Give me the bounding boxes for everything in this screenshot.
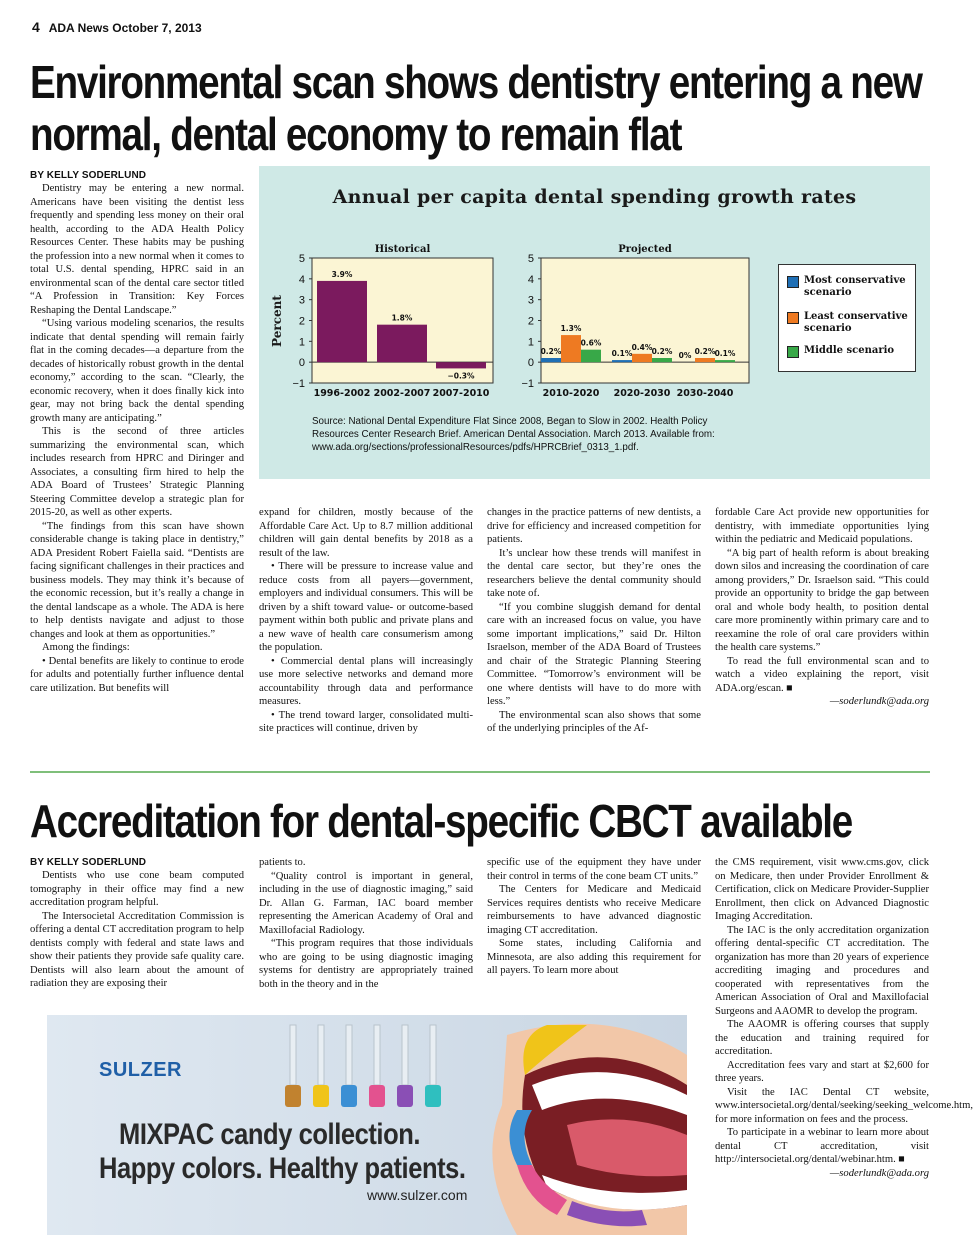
- article1-column-2: [259, 506, 473, 738]
- chart-title: Annual per capita dental spending growth rates: [332, 186, 857, 208]
- y-axis-label: Percent: [270, 295, 284, 347]
- smile-image: [492, 1024, 687, 1235]
- ad-tagline: Happy colors. Healthy patients.: [99, 1152, 466, 1185]
- y-tick-label: 0: [298, 357, 305, 370]
- paragraph: fordable Care Act provide new opportunities for dentistry, with immediate opportunities lying within the pediatric and Medicaid populations.: [715, 507, 929, 545]
- paragraph: • There will be pressure to increase value and reduce costs from all payers—government, employers and individual consumers. This will be driven by a shift toward value- or outcome-based payment within both public and private plans and a new wave of health care consumerism among the population.: [259, 561, 473, 653]
- article2-signature: —soderlundk@ada.org: [829, 1167, 929, 1179]
- article2-column-2: [259, 856, 473, 996]
- x-tick-label: 2020-2030: [613, 388, 671, 399]
- paragraph: “Quality control is important in general, including in the use of diagnostic imaging,” said Dr. Allan G. Farman, IAC board member representing the American Academy of Oral and Maxillofacial Radiology.: [259, 870, 473, 936]
- paragraph: This is the second of three articles summarizing the environmental scan, which includes research from HPRC and Diringer and Associates, a consulting firm hired to help the ADA Board of Trustees’ Strategic Planning Steering Committee develop a strategic plan for 2015-20, as well as other experts.: [30, 426, 244, 518]
- paragraph: “The findings from this scan have shown considerable change is taking place in dentistry,” ADA President Robert Faiella said. “Dentists are facing significant challenges in their practices and business models. They may think it’s because of the economic recession, but it’s really a change in the dental landscape as a whole. The ADA is here to help dentists navigate and adjust to those changes and look at them as opportunities.”: [30, 520, 244, 640]
- paragraph: Visit the IAC Dental CT website, www.intersocietal.org/dental/seeking/seeking_welcome.htm, for more information on fees and the process.: [715, 1086, 973, 1125]
- paragraph: Accreditation fees vary and start at $2,600 for three years.: [715, 1059, 929, 1084]
- panel-title: Historical: [374, 244, 431, 255]
- x-tick-label: 2007-2010: [432, 388, 490, 399]
- paragraph: “If you combine sluggish demand for dental care with an increased focus on value, you have some important implications,” said Dr. Hilton Israelson, member of the ADA Board of Trustees and chair of the Strategic Planning Steering Committee. “Tomorrow’s environment will be one where dentists will have to do more with less.”: [487, 601, 701, 707]
- data-label: 1.8%: [391, 313, 413, 323]
- legend-label: Least conservative scenario: [804, 311, 908, 334]
- chart-source: Source: National Dental Expenditure Flat Since 2008, Began to Slow in 2002. Health Policy Resources Center Research Brief. American Dental Association. March 2013. Available from: www.ada.org/sections/professionalResources/pdfs/HPRCBrief_0313_1.pdf.: [312, 416, 715, 453]
- data-label: 1.3%: [560, 324, 582, 334]
- bar: [632, 354, 652, 362]
- y-tick-label: 0: [527, 357, 534, 370]
- chart-legend: [778, 264, 916, 372]
- article2-byline: BY KELLY SODERLUND: [30, 857, 147, 868]
- plot-area: [541, 258, 749, 383]
- paragraph: To read the full environmental scan and to watch a video explaining the report, visit ADA.org/escan. ■: [715, 655, 929, 694]
- article1-column-1: [30, 182, 244, 738]
- y-tick-label: 3: [298, 294, 305, 307]
- ad-url-link[interactable]: www.sulzer.com: [367, 1187, 468, 1203]
- legend-label: Most conservative scenario: [804, 275, 906, 298]
- paragraph: “A big part of health reform is about breaking down silos and increasing the coordination of care among providers,” Dr. Israelson said. “This could provide an opportunity to bridge the gap between oral and whole body health, to position dental care more prominently within primary care and to reexamine the role of oral care providers within the health care systems.”: [715, 547, 929, 653]
- x-tick-label: 2002-2007: [373, 388, 431, 399]
- paragraph: It’s unclear how these trends will manifest in the dental care sector, but they’re ones the researchers believe the dental community should take note of.: [487, 547, 701, 599]
- data-label: 0.2%: [540, 347, 562, 356]
- paragraph: The AAOMR is offering courses that supply the education and training required for accreditation.: [715, 1019, 929, 1057]
- y-tick-label: 5: [527, 253, 534, 265]
- article1-headline: Environmental scan shows dentistry entering a new normal, dental economy to remain flat: [30, 56, 922, 160]
- data-label: 0.2%: [651, 347, 673, 356]
- paragraph: To participate in a webinar to learn more about dental CT accreditation, visit http://intersocietal.org/dental/webinar.htm. ■: [715, 1127, 929, 1165]
- bar: [652, 358, 672, 362]
- paragraph: the CMS requirement, visit www.cms.gov, click on Medicare, then under Provider Enrollment & Certification, click on Medicare Provider-Supplier Enrollment, then click on Advanced Diagnostic Imaging Accreditation.: [715, 857, 929, 922]
- y-tick-label: 3: [527, 294, 534, 307]
- article2-headline: Accreditation for dental-specific CBCT available: [30, 795, 853, 847]
- x-tick-label: 2010-2020: [542, 388, 600, 399]
- y-tick-label: −1: [521, 378, 534, 390]
- y-tick-label: 2: [298, 315, 305, 328]
- paragraph: changes in the practice patterns of new dentists, a drive for efficiency and increased competition for patients.: [487, 507, 701, 545]
- bar: [581, 350, 601, 363]
- paragraph: Among the findings:: [42, 642, 130, 653]
- chart-panel: [259, 166, 930, 479]
- paragraph: Some states, including California and Minnesota, are also adding this requirement for all payers. To learn more about: [487, 938, 701, 976]
- legend-label: Middle scenario: [804, 345, 895, 356]
- sulzer-logo: SULZER: [99, 1059, 182, 1081]
- paragraph: patients to.: [259, 857, 306, 868]
- paragraph: • Dental benefits are likely to continue to erode for adults and potentially further influence dental care utilization. But benefits will: [30, 655, 244, 694]
- bar: [317, 281, 367, 362]
- data-label: 0.4%: [631, 342, 653, 352]
- paragraph: specific use of the equipment they have under their control in terms of the cone beam CT units.”: [487, 857, 701, 882]
- y-tick-label: 2: [527, 315, 534, 328]
- panel-title: Projected: [618, 244, 672, 255]
- page-header: [32, 19, 202, 35]
- page-number: 4: [32, 19, 40, 35]
- legend-swatch: [787, 346, 799, 358]
- bar: [715, 360, 735, 362]
- ad-headline: MIXPAC candy collection.: [119, 1118, 421, 1151]
- data-label: 0%: [678, 351, 692, 361]
- bar: [541, 358, 561, 362]
- paragraph: expand for children, mostly because of the Affordable Care Act. Up to 8.7 million additional children will gain dental benefits by 2018 as a result of the law.: [259, 507, 473, 559]
- paragraph: The environmental scan also shows that some of the underlying principles of the Af-: [487, 709, 701, 734]
- sulzer-advertisement[interactable]: [47, 1015, 687, 1235]
- y-tick-label: 4: [298, 273, 305, 286]
- x-tick-label: 1996-2002: [313, 388, 371, 399]
- y-tick-label: 1: [527, 336, 534, 349]
- publication-date: ADA News October 7, 2013: [48, 21, 202, 35]
- bar: [695, 358, 715, 362]
- data-label: −0.3%: [447, 371, 475, 381]
- legend-swatch: [787, 312, 799, 324]
- article2-column-4: [715, 856, 973, 1237]
- data-label: 0.1%: [611, 349, 633, 359]
- y-tick-label: 4: [527, 273, 534, 286]
- bar: [561, 335, 581, 362]
- section-divider: [30, 771, 930, 773]
- y-tick-label: 1: [298, 336, 305, 349]
- paragraph: The Intersocietal Accreditation Commission is offering a dental CT accreditation program to help dentists comply with federal and state laws and show their patients they provide safe quality care. Dentists will also learn about the amount of radiation they are exposing their: [30, 910, 244, 989]
- paragraph: The IAC is the only accreditation organization offering dental-specific CT accreditation. The organization has more than 20 years of experience accrediting imaging and procedures and cooperated with representatives from the American Association of Oral and Maxillofacial Surgeons and AAOMR to develop the program.: [715, 924, 929, 1017]
- bar: [377, 325, 427, 363]
- bar: [436, 362, 486, 368]
- article2-column-3: [487, 856, 701, 996]
- paragraph: • Commercial dental plans will increasingly use more selective networks and demand more accountability through data and performance measures.: [259, 655, 473, 707]
- bar: [612, 360, 632, 362]
- paragraph: “This program requires that those individuals who are going to be using diagnostic imaging systems for dentistry are appropriately trained both in the theory and in the: [259, 938, 473, 990]
- article1-column-4: [715, 506, 929, 742]
- paragraph: The Centers for Medicare and Medicaid Services requires dentists who receive Medicare reimbursements to have advanced diagnostic imaging CT accreditation.: [487, 884, 701, 936]
- y-tick-label: 5: [298, 253, 305, 265]
- paragraph: “Using various modeling scenarios, the results indicate that dental spending will remain fairly flat in the coming decades—a departure from the decades of historically robust growth in the dental economy,” according to the scan. “Clearly, the economic recovery, when it does finally kick into gear, may not bring back the dental spending growth many are anticipating.”: [30, 318, 244, 424]
- paragraph: • The trend toward larger, consolidated multi-site practices will continue, driven by: [259, 709, 473, 734]
- paragraph: Dentistry may be entering a new normal. Americans have been visiting the dentist less frequently and spending less money on their oral health, according to the ADA Health Policy Resources Center. These habits may be pushing the profession into a new normal when it comes to total U.S. dental spending, HPRC said in an environmental scan of the dental care sector titled “A Profession in Transition: Key Forces Reshaping the Dental Landscape.”: [30, 183, 244, 316]
- y-tick-label: −1: [292, 378, 305, 390]
- data-label: 3.9%: [331, 269, 353, 279]
- data-label: 0.1%: [714, 349, 736, 359]
- paragraph: Dentists who use cone beam computed tomography in their office may find a new accreditation program helpful.: [30, 870, 244, 908]
- article1-byline: BY KELLY SODERLUND: [30, 170, 147, 181]
- article1-signature: —soderlundk@ada.org: [829, 696, 929, 707]
- article1-column-3: [487, 506, 701, 738]
- data-label: 0.2%: [694, 347, 716, 356]
- legend-swatch: [787, 276, 799, 288]
- article2-column-1: [30, 869, 244, 995]
- data-label: 0.6%: [580, 338, 602, 348]
- x-tick-label: 2030-2040: [676, 388, 734, 399]
